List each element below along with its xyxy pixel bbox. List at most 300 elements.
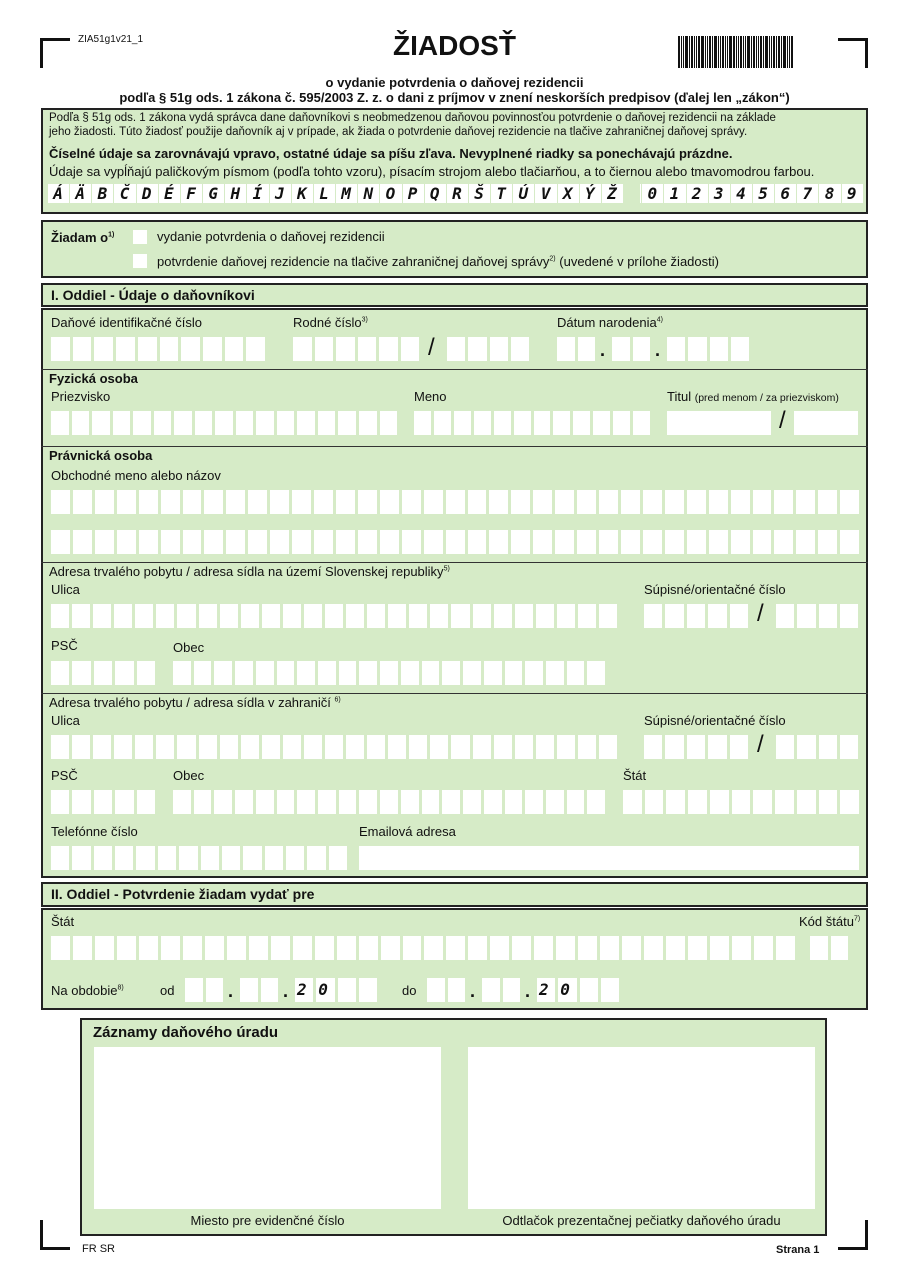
char-cell[interactable] bbox=[424, 490, 443, 514]
char-cell[interactable] bbox=[156, 604, 174, 628]
char-cell[interactable] bbox=[226, 530, 245, 554]
char-cell[interactable] bbox=[434, 411, 451, 435]
char-cell[interactable] bbox=[240, 978, 258, 1002]
char-cell[interactable] bbox=[73, 936, 92, 960]
char-cell[interactable] bbox=[587, 790, 605, 814]
char-cell[interactable] bbox=[199, 604, 217, 628]
char-cell[interactable] bbox=[840, 604, 858, 628]
char-cell[interactable] bbox=[185, 978, 203, 1002]
char-cell[interactable] bbox=[51, 735, 69, 759]
char-cell[interactable] bbox=[534, 411, 551, 435]
char-cell[interactable] bbox=[454, 411, 471, 435]
char-cell[interactable] bbox=[665, 490, 684, 514]
char-cell[interactable] bbox=[666, 936, 685, 960]
char-cell[interactable] bbox=[753, 490, 772, 514]
char-cell[interactable] bbox=[753, 790, 772, 814]
char-cell[interactable] bbox=[503, 978, 521, 1002]
char-cell[interactable] bbox=[329, 846, 347, 870]
char-cell[interactable] bbox=[567, 661, 585, 685]
from-month-input[interactable] bbox=[240, 978, 278, 1002]
char-cell[interactable] bbox=[489, 530, 508, 554]
char-cell[interactable] bbox=[336, 337, 355, 361]
char-cell[interactable] bbox=[731, 490, 750, 514]
char-cell[interactable] bbox=[578, 604, 596, 628]
char-cell[interactable] bbox=[819, 735, 837, 759]
char-cell[interactable] bbox=[199, 735, 217, 759]
stat2-input[interactable] bbox=[51, 936, 795, 960]
char-cell[interactable] bbox=[796, 530, 815, 554]
char-cell[interactable] bbox=[256, 790, 274, 814]
char-cell[interactable] bbox=[283, 735, 301, 759]
char-cell[interactable] bbox=[601, 978, 619, 1002]
titul-before-input[interactable] bbox=[667, 411, 771, 435]
char-cell[interactable] bbox=[578, 337, 596, 361]
char-cell[interactable] bbox=[195, 411, 213, 435]
char-cell[interactable] bbox=[173, 661, 191, 685]
char-cell[interactable] bbox=[135, 735, 153, 759]
number-input-2[interactable] bbox=[776, 604, 858, 628]
char-cell[interactable] bbox=[546, 661, 564, 685]
char-cell[interactable] bbox=[338, 411, 356, 435]
char-cell[interactable] bbox=[95, 490, 114, 514]
char-cell[interactable] bbox=[473, 604, 491, 628]
char-cell[interactable] bbox=[161, 936, 180, 960]
char-cell[interactable] bbox=[270, 490, 289, 514]
char-cell[interactable] bbox=[380, 661, 398, 685]
char-cell[interactable] bbox=[95, 936, 114, 960]
char-cell[interactable] bbox=[553, 411, 570, 435]
char-cell[interactable] bbox=[117, 490, 136, 514]
char-cell[interactable] bbox=[367, 604, 385, 628]
char-cell[interactable] bbox=[135, 604, 153, 628]
char-cell[interactable] bbox=[262, 604, 280, 628]
char-cell[interactable] bbox=[201, 846, 219, 870]
char-cell[interactable] bbox=[577, 530, 596, 554]
char-cell[interactable] bbox=[325, 604, 343, 628]
char-cell[interactable] bbox=[339, 661, 357, 685]
char-cell[interactable] bbox=[359, 411, 377, 435]
char-cell[interactable] bbox=[92, 411, 110, 435]
char-cell[interactable] bbox=[557, 337, 575, 361]
char-cell[interactable] bbox=[600, 936, 619, 960]
char-cell[interactable] bbox=[297, 661, 315, 685]
char-cell[interactable] bbox=[113, 411, 131, 435]
char-cell[interactable] bbox=[687, 735, 705, 759]
char-cell[interactable] bbox=[732, 790, 751, 814]
char-cell[interactable] bbox=[709, 490, 728, 514]
char-cell[interactable] bbox=[318, 411, 336, 435]
char-cell[interactable] bbox=[819, 790, 838, 814]
dob-year-input[interactable] bbox=[667, 337, 749, 361]
char-cell[interactable] bbox=[468, 337, 486, 361]
char-cell[interactable] bbox=[51, 337, 70, 361]
char-cell[interactable] bbox=[248, 530, 267, 554]
char-cell[interactable] bbox=[181, 337, 200, 361]
char-cell[interactable] bbox=[214, 661, 232, 685]
char-cell[interactable] bbox=[774, 530, 793, 554]
char-cell[interactable] bbox=[336, 490, 355, 514]
char-cell[interactable] bbox=[314, 490, 333, 514]
char-cell[interactable] bbox=[173, 790, 191, 814]
char-cell[interactable] bbox=[621, 490, 640, 514]
char-cell[interactable] bbox=[644, 735, 662, 759]
psc-input[interactable] bbox=[51, 661, 155, 685]
char-cell[interactable] bbox=[710, 337, 728, 361]
char-cell[interactable] bbox=[665, 530, 684, 554]
char-cell[interactable] bbox=[525, 790, 543, 814]
char-cell[interactable] bbox=[277, 790, 295, 814]
char-cell[interactable] bbox=[505, 790, 523, 814]
char-cell[interactable] bbox=[256, 661, 274, 685]
char-cell[interactable] bbox=[536, 604, 554, 628]
char-cell[interactable] bbox=[115, 661, 133, 685]
char-cell[interactable] bbox=[587, 661, 605, 685]
char-cell[interactable] bbox=[51, 490, 70, 514]
char-cell[interactable] bbox=[511, 490, 530, 514]
checkbox-option-2[interactable] bbox=[133, 254, 147, 268]
char-cell[interactable] bbox=[205, 936, 224, 960]
char-cell[interactable] bbox=[51, 530, 70, 554]
char-cell[interactable] bbox=[451, 604, 469, 628]
char-cell[interactable] bbox=[137, 790, 155, 814]
char-cell[interactable] bbox=[665, 604, 683, 628]
char-cell[interactable] bbox=[730, 604, 748, 628]
number-input-1[interactable] bbox=[644, 604, 748, 628]
char-cell[interactable] bbox=[732, 936, 751, 960]
char-cell[interactable] bbox=[336, 530, 355, 554]
char-cell[interactable] bbox=[753, 530, 772, 554]
char-cell[interactable] bbox=[204, 530, 223, 554]
char-cell[interactable] bbox=[430, 735, 448, 759]
char-cell[interactable] bbox=[511, 337, 529, 361]
char-cell[interactable] bbox=[840, 490, 859, 514]
char-cell[interactable] bbox=[754, 936, 773, 960]
char-cell[interactable] bbox=[599, 604, 617, 628]
char-cell[interactable] bbox=[338, 978, 356, 1002]
char-cell[interactable] bbox=[525, 661, 543, 685]
char-cell[interactable] bbox=[494, 604, 512, 628]
char-cell[interactable] bbox=[283, 604, 301, 628]
char-cell[interactable] bbox=[381, 936, 400, 960]
char-cell[interactable] bbox=[818, 530, 837, 554]
char-cell[interactable] bbox=[307, 846, 325, 870]
char-cell[interactable] bbox=[367, 735, 385, 759]
char-cell[interactable] bbox=[314, 530, 333, 554]
char-cell[interactable] bbox=[359, 978, 377, 1002]
char-cell[interactable] bbox=[645, 790, 664, 814]
char-cell[interactable] bbox=[161, 530, 180, 554]
char-cell[interactable] bbox=[688, 790, 707, 814]
char-cell[interactable] bbox=[573, 411, 590, 435]
char-cell[interactable] bbox=[315, 337, 334, 361]
char-cell[interactable] bbox=[222, 846, 240, 870]
char-cell[interactable] bbox=[248, 490, 267, 514]
char-cell[interactable] bbox=[51, 661, 69, 685]
char-cell[interactable] bbox=[593, 411, 610, 435]
char-cell[interactable] bbox=[72, 846, 90, 870]
char-cell[interactable] bbox=[292, 490, 311, 514]
char-cell[interactable] bbox=[511, 530, 530, 554]
char-cell[interactable] bbox=[482, 978, 500, 1002]
char-cell[interactable] bbox=[277, 661, 295, 685]
char-cell[interactable] bbox=[468, 936, 487, 960]
char-cell[interactable] bbox=[555, 490, 574, 514]
email-input[interactable] bbox=[359, 846, 859, 870]
char-cell[interactable] bbox=[818, 490, 837, 514]
char-cell[interactable] bbox=[688, 936, 707, 960]
char-cell[interactable] bbox=[297, 411, 315, 435]
char-cell[interactable] bbox=[51, 936, 70, 960]
char-cell[interactable] bbox=[776, 735, 794, 759]
char-cell[interactable] bbox=[775, 790, 794, 814]
char-cell[interactable] bbox=[613, 411, 630, 435]
char-cell[interactable] bbox=[73, 337, 92, 361]
char-cell[interactable] bbox=[402, 530, 421, 554]
char-cell[interactable] bbox=[241, 604, 259, 628]
char-cell[interactable] bbox=[93, 735, 111, 759]
char-cell[interactable] bbox=[688, 337, 706, 361]
char-cell[interactable] bbox=[797, 735, 815, 759]
char-cell[interactable] bbox=[358, 337, 377, 361]
char-cell[interactable] bbox=[505, 661, 523, 685]
char-cell[interactable] bbox=[72, 604, 90, 628]
char-cell[interactable] bbox=[158, 846, 176, 870]
char-cell[interactable] bbox=[442, 661, 460, 685]
char-cell[interactable] bbox=[256, 411, 274, 435]
char-cell[interactable] bbox=[315, 936, 334, 960]
char-cell[interactable] bbox=[446, 936, 465, 960]
char-cell[interactable] bbox=[796, 490, 815, 514]
dob-month-input[interactable] bbox=[612, 337, 650, 361]
char-cell[interactable] bbox=[731, 530, 750, 554]
char-cell[interactable] bbox=[72, 735, 90, 759]
char-cell[interactable] bbox=[567, 790, 585, 814]
char-cell[interactable] bbox=[270, 530, 289, 554]
char-cell[interactable] bbox=[578, 735, 596, 759]
char-cell[interactable] bbox=[489, 490, 508, 514]
char-cell[interactable] bbox=[51, 790, 69, 814]
char-cell[interactable] bbox=[474, 411, 491, 435]
char-cell[interactable] bbox=[359, 936, 378, 960]
char-cell[interactable] bbox=[687, 530, 706, 554]
to-day-input[interactable] bbox=[427, 978, 465, 1002]
char-cell[interactable] bbox=[463, 790, 481, 814]
char-cell[interactable] bbox=[194, 661, 212, 685]
rc-input-part1[interactable] bbox=[293, 337, 419, 361]
char-cell[interactable] bbox=[161, 490, 180, 514]
char-cell[interactable] bbox=[139, 530, 158, 554]
char-cell[interactable] bbox=[293, 936, 312, 960]
char-cell[interactable] bbox=[114, 735, 132, 759]
char-cell[interactable] bbox=[160, 337, 179, 361]
char-cell[interactable] bbox=[546, 790, 564, 814]
rc-input-part2[interactable] bbox=[447, 337, 529, 361]
char-cell[interactable] bbox=[116, 337, 135, 361]
char-cell[interactable] bbox=[797, 790, 816, 814]
char-cell[interactable] bbox=[359, 661, 377, 685]
char-cell[interactable] bbox=[557, 604, 575, 628]
char-cell[interactable] bbox=[424, 530, 443, 554]
char-cell[interactable] bbox=[203, 337, 222, 361]
char-cell[interactable] bbox=[337, 936, 356, 960]
char-cell[interactable] bbox=[409, 604, 427, 628]
char-cell[interactable] bbox=[117, 936, 136, 960]
char-cell[interactable] bbox=[451, 735, 469, 759]
char-cell[interactable] bbox=[115, 790, 133, 814]
char-cell[interactable] bbox=[94, 337, 113, 361]
char-cell[interactable] bbox=[271, 936, 290, 960]
char-cell[interactable] bbox=[776, 936, 795, 960]
char-cell[interactable] bbox=[215, 411, 233, 435]
char-cell[interactable] bbox=[346, 735, 364, 759]
char-cell[interactable] bbox=[447, 337, 465, 361]
obec-input[interactable] bbox=[173, 661, 605, 685]
char-cell[interactable] bbox=[154, 411, 172, 435]
name-input[interactable] bbox=[414, 411, 650, 435]
char-cell[interactable] bbox=[840, 530, 859, 554]
char-cell[interactable] bbox=[730, 735, 748, 759]
char-cell[interactable] bbox=[774, 490, 793, 514]
titul-after-input[interactable] bbox=[794, 411, 858, 435]
char-cell[interactable] bbox=[286, 846, 304, 870]
surname-input[interactable] bbox=[51, 411, 397, 435]
char-cell[interactable] bbox=[490, 936, 509, 960]
number2-input-2[interactable] bbox=[776, 735, 858, 759]
char-cell[interactable] bbox=[403, 936, 422, 960]
char-cell[interactable] bbox=[183, 490, 202, 514]
char-cell[interactable] bbox=[139, 936, 158, 960]
char-cell[interactable] bbox=[401, 661, 419, 685]
char-cell[interactable] bbox=[262, 735, 280, 759]
char-cell[interactable] bbox=[623, 790, 642, 814]
char-cell[interactable] bbox=[514, 411, 531, 435]
char-cell[interactable] bbox=[226, 490, 245, 514]
char-cell[interactable] bbox=[72, 790, 90, 814]
char-cell[interactable] bbox=[94, 790, 112, 814]
char-cell[interactable] bbox=[346, 604, 364, 628]
char-cell[interactable] bbox=[409, 735, 427, 759]
char-cell[interactable] bbox=[831, 936, 849, 960]
char-cell[interactable] bbox=[51, 604, 69, 628]
char-cell[interactable] bbox=[114, 604, 132, 628]
char-cell[interactable] bbox=[710, 936, 729, 960]
char-cell[interactable] bbox=[446, 490, 465, 514]
char-cell[interactable] bbox=[72, 661, 90, 685]
street2-input[interactable] bbox=[51, 735, 617, 759]
char-cell[interactable] bbox=[599, 490, 618, 514]
to-month-input[interactable] bbox=[482, 978, 520, 1002]
char-cell[interactable] bbox=[235, 661, 253, 685]
char-cell[interactable] bbox=[51, 846, 69, 870]
char-cell[interactable] bbox=[133, 411, 151, 435]
obec2-input[interactable] bbox=[173, 790, 605, 814]
dic-input[interactable] bbox=[51, 337, 265, 361]
char-cell[interactable] bbox=[665, 735, 683, 759]
char-cell[interactable] bbox=[73, 490, 92, 514]
char-cell[interactable] bbox=[536, 735, 554, 759]
char-cell[interactable] bbox=[533, 490, 552, 514]
char-cell[interactable] bbox=[249, 936, 268, 960]
char-cell[interactable] bbox=[304, 604, 322, 628]
char-cell[interactable] bbox=[117, 530, 136, 554]
char-cell[interactable] bbox=[448, 978, 466, 1002]
char-cell[interactable] bbox=[490, 337, 508, 361]
char-cell[interactable] bbox=[380, 411, 398, 435]
street-input[interactable] bbox=[51, 604, 617, 628]
char-cell[interactable] bbox=[468, 490, 487, 514]
char-cell[interactable] bbox=[358, 490, 377, 514]
char-cell[interactable] bbox=[380, 530, 399, 554]
char-cell[interactable] bbox=[797, 604, 815, 628]
char-cell[interactable] bbox=[304, 735, 322, 759]
char-cell[interactable] bbox=[137, 661, 155, 685]
char-cell[interactable] bbox=[51, 411, 69, 435]
char-cell[interactable] bbox=[94, 846, 112, 870]
char-cell[interactable] bbox=[183, 936, 202, 960]
char-cell[interactable] bbox=[241, 735, 259, 759]
char-cell[interactable] bbox=[709, 530, 728, 554]
char-cell[interactable] bbox=[442, 790, 460, 814]
char-cell[interactable] bbox=[265, 846, 283, 870]
dob-day-input[interactable] bbox=[557, 337, 595, 361]
char-cell[interactable] bbox=[359, 790, 377, 814]
phone-input[interactable] bbox=[51, 846, 347, 870]
char-cell[interactable] bbox=[515, 735, 533, 759]
char-cell[interactable] bbox=[643, 530, 662, 554]
char-cell[interactable] bbox=[401, 790, 419, 814]
char-cell[interactable] bbox=[402, 490, 421, 514]
char-cell[interactable] bbox=[138, 337, 157, 361]
char-cell[interactable] bbox=[115, 846, 133, 870]
char-cell[interactable] bbox=[73, 530, 92, 554]
char-cell[interactable] bbox=[156, 735, 174, 759]
char-cell[interactable] bbox=[555, 530, 574, 554]
code-input[interactable] bbox=[810, 936, 848, 960]
char-cell[interactable] bbox=[644, 936, 663, 960]
char-cell[interactable] bbox=[580, 978, 598, 1002]
char-cell[interactable] bbox=[318, 790, 336, 814]
char-cell[interactable] bbox=[293, 337, 312, 361]
char-cell[interactable] bbox=[810, 936, 828, 960]
char-cell[interactable] bbox=[292, 530, 311, 554]
char-cell[interactable] bbox=[667, 337, 685, 361]
char-cell[interactable] bbox=[177, 735, 195, 759]
char-cell[interactable] bbox=[577, 490, 596, 514]
char-cell[interactable] bbox=[183, 530, 202, 554]
char-cell[interactable] bbox=[227, 936, 246, 960]
char-cell[interactable] bbox=[840, 790, 859, 814]
char-cell[interactable] bbox=[494, 735, 512, 759]
psc2-input[interactable] bbox=[51, 790, 155, 814]
char-cell[interactable] bbox=[556, 936, 575, 960]
char-cell[interactable] bbox=[380, 490, 399, 514]
char-cell[interactable] bbox=[644, 604, 662, 628]
char-cell[interactable] bbox=[422, 790, 440, 814]
char-cell[interactable] bbox=[93, 604, 111, 628]
char-cell[interactable] bbox=[578, 936, 597, 960]
char-cell[interactable] bbox=[358, 530, 377, 554]
char-cell[interactable] bbox=[633, 337, 651, 361]
from-day-input[interactable] bbox=[185, 978, 223, 1002]
stat-input[interactable] bbox=[623, 790, 859, 814]
char-cell[interactable] bbox=[139, 490, 158, 514]
char-cell[interactable] bbox=[318, 661, 336, 685]
char-cell[interactable] bbox=[424, 936, 443, 960]
char-cell[interactable] bbox=[379, 337, 398, 361]
char-cell[interactable] bbox=[427, 978, 445, 1002]
company-input-1[interactable] bbox=[51, 490, 859, 514]
char-cell[interactable] bbox=[446, 530, 465, 554]
